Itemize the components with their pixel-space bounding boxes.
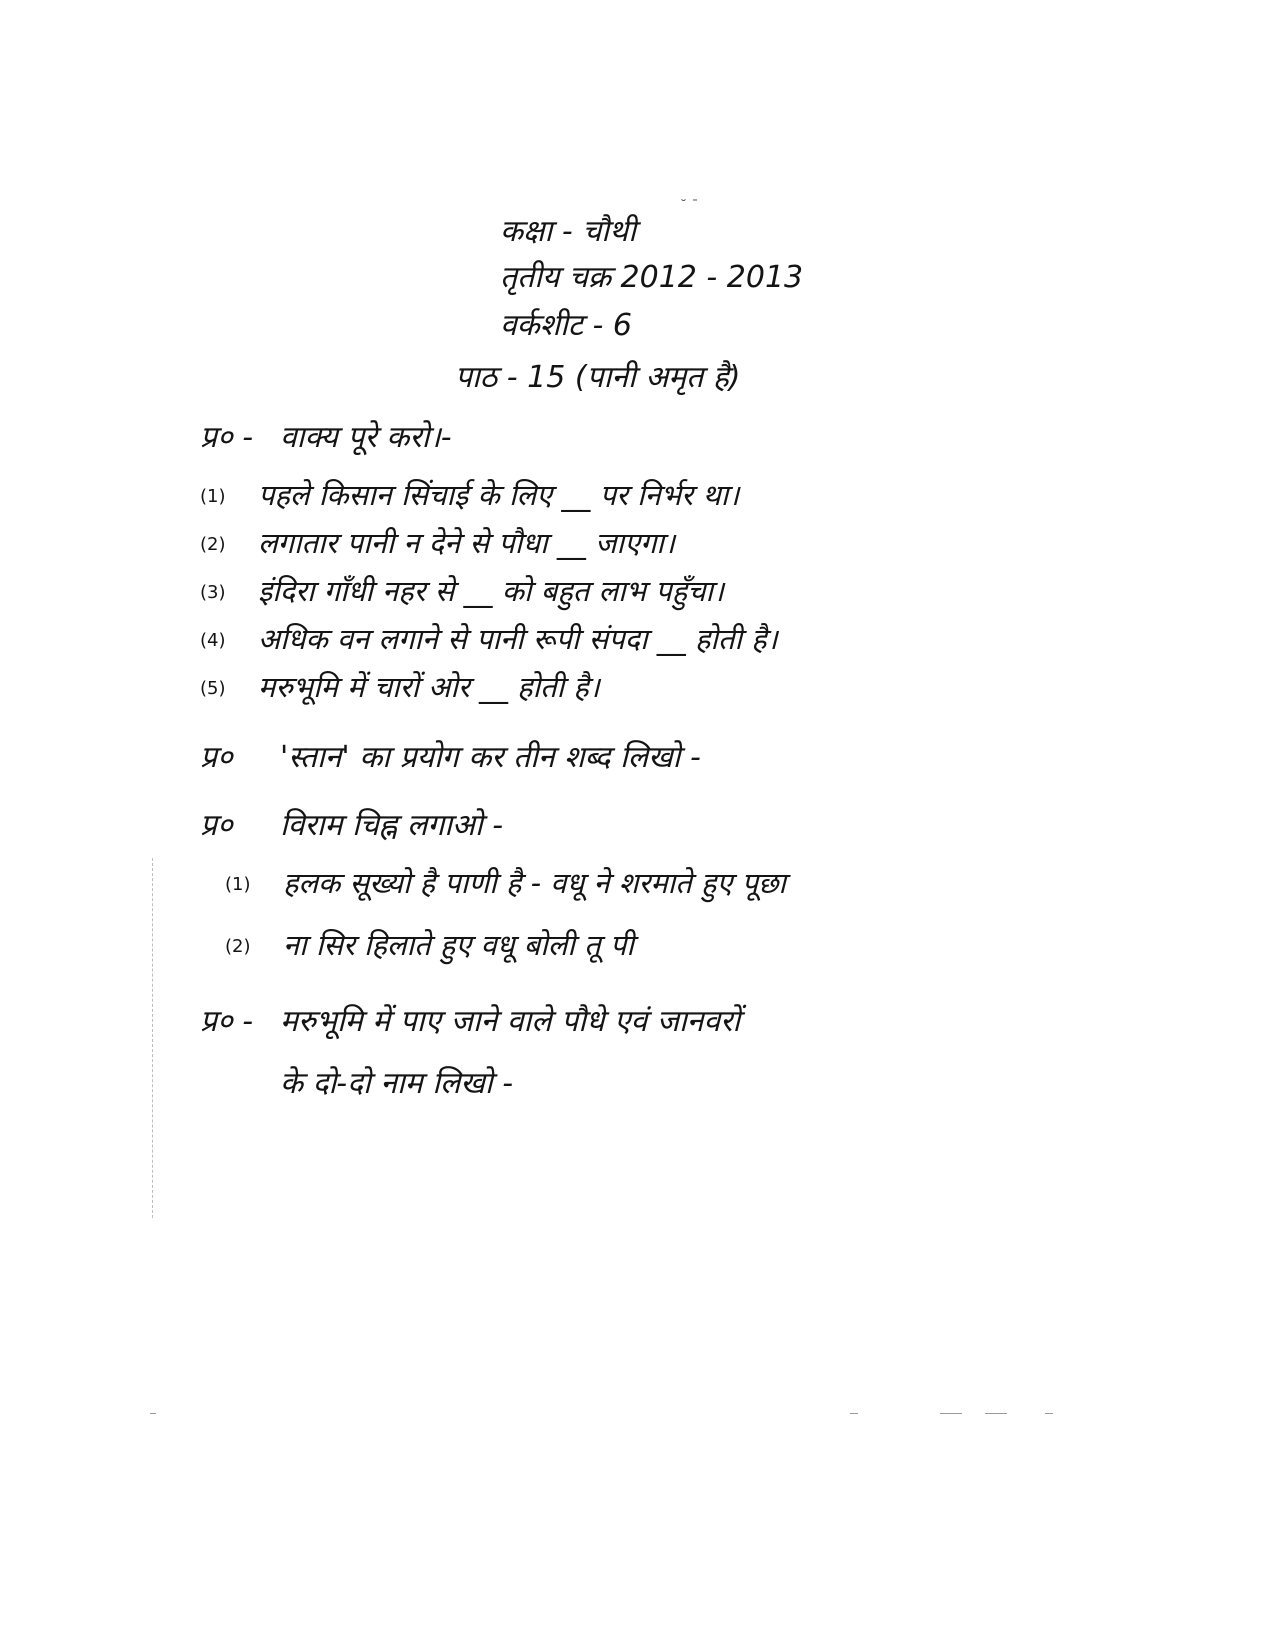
scan-margin-line <box>152 858 153 1218</box>
worksheet-line: वर्कशीट - 6 <box>500 308 632 343</box>
scan-mark <box>1045 1413 1053 1414</box>
item-number: (4) <box>200 630 226 652</box>
question-text: विराम चिह्न लगाओ - <box>280 808 504 843</box>
item-number: (1) <box>225 874 251 896</box>
item-text: अधिक वन लगाने से पानी रूपी संपदा __ होती है। <box>258 622 778 656</box>
item-number: (3) <box>200 582 226 604</box>
question-label: प्र० - <box>200 420 254 455</box>
item-text: ना सिर हिलाते हुए वधू बोली तू पी <box>283 928 634 962</box>
class-line: कक्षा - चौथी <box>500 214 636 249</box>
item-text: इंदिरा गाँधी नहर से __ को बहुत लाभ पहुँचा। <box>258 574 725 608</box>
q3-item-2 <box>225 928 634 963</box>
q1-item-2 <box>200 526 675 561</box>
question-2 <box>200 740 701 776</box>
question-label: प्र० - <box>200 1004 254 1039</box>
question-4 <box>200 1004 740 1040</box>
scan-mark <box>850 1413 858 1414</box>
item-number: (5) <box>200 678 226 700</box>
q3-item-1 <box>225 866 786 901</box>
question-4-line-2: के दो-दो नाम लिखो - <box>280 1066 514 1101</box>
item-number: (2) <box>225 936 251 958</box>
item-text: लगातार पानी न देने से पौधा __ जाएगा। <box>258 526 675 560</box>
term-line: तृतीय चक्र 2012 - 2013 <box>500 260 804 295</box>
question-3 <box>200 808 503 844</box>
scan-mark <box>150 1413 156 1414</box>
item-text: मरुभूमि में चारों ओर __ होती है। <box>258 670 600 704</box>
scan-mark <box>985 1413 1007 1414</box>
scan-mark <box>940 1413 962 1414</box>
lesson-line: पाठ - 15 (पानी अमृत है) <box>455 360 741 395</box>
scan-speck: ˘ ˉ <box>680 198 699 214</box>
item-number: (2) <box>200 534 226 556</box>
q1-item-4 <box>200 622 778 657</box>
item-text: हलक सूख्यो है पाणी है - वधू ने शरमाते हुए पूछा <box>283 866 786 900</box>
question-text: 'स्तान' का प्रयोग कर तीन शब्द लिखो - <box>280 740 701 775</box>
item-number: (1) <box>200 486 226 508</box>
question-text: वाक्य पूरे करो।- <box>280 420 452 455</box>
item-text: पहले किसान सिंचाई के लिए __ पर निर्भर था। <box>258 478 740 512</box>
q1-item-1 <box>200 478 739 513</box>
q1-item-5 <box>200 670 600 705</box>
question-1 <box>200 420 452 456</box>
q1-item-3 <box>200 574 724 609</box>
question-label: प्र० <box>200 740 233 775</box>
question-label: प्र० <box>200 808 233 843</box>
question-text-line-1: मरुभूमि में पाए जाने वाले पौधे एवं जानवरों <box>280 1004 741 1039</box>
